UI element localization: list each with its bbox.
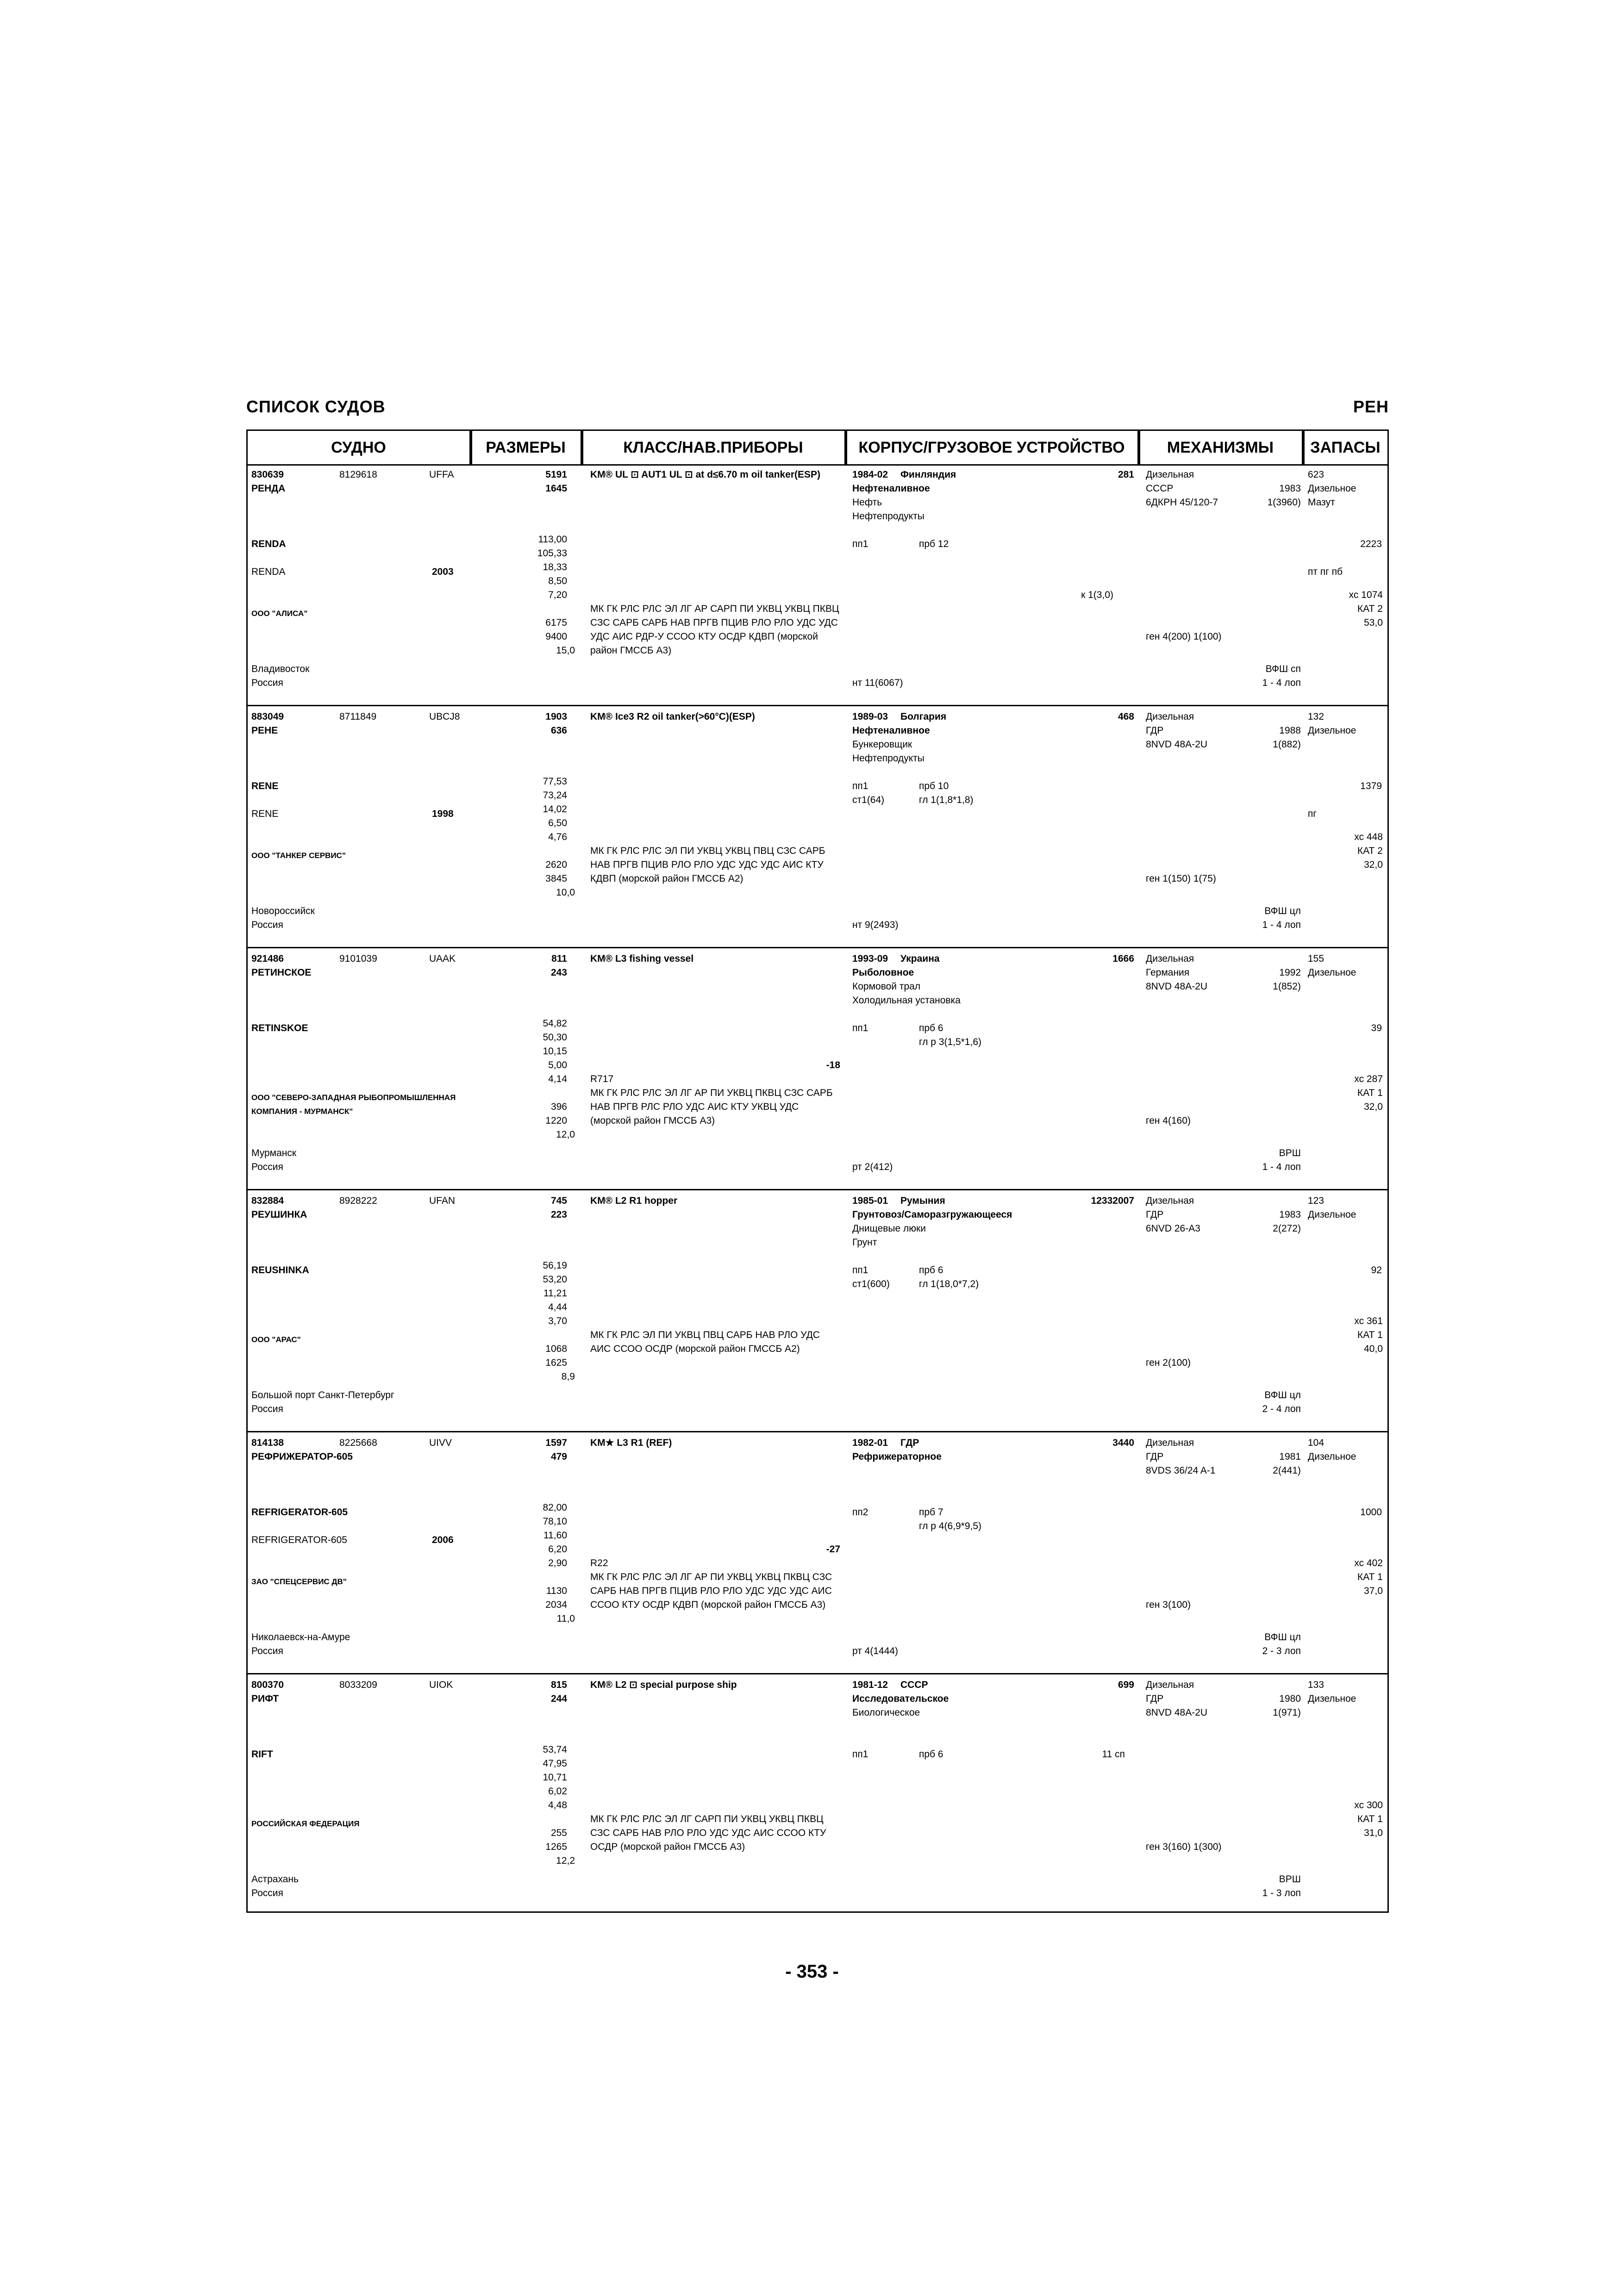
- ship-name: РЕТИНСКОЕ: [251, 967, 312, 978]
- cargo-1: Нефть: [852, 497, 882, 508]
- bulkheads: прб 7: [919, 1507, 943, 1518]
- cargo-1: Бункеровщик: [852, 739, 912, 750]
- engine-power: 2(441): [1273, 1465, 1301, 1476]
- class-notation: KM® UL ⊡ AUT1 UL ⊡ at d≤6.70 m oil tanker(ESP): [590, 469, 821, 480]
- autonomy: хс 300: [1354, 1800, 1383, 1811]
- build-country: Финляндия: [900, 469, 956, 480]
- generators: ген 4(200) 1(100): [1146, 631, 1222, 642]
- column-divider: [471, 431, 472, 464]
- draught: 3,70: [548, 1316, 567, 1326]
- class-notation: KM® L2 ⊡ special purpose ship: [590, 1680, 737, 1690]
- ship-name-latin: RETINSKOE: [251, 1023, 308, 1033]
- decks: пп1: [852, 1749, 868, 1760]
- build-country: ГДР: [900, 1437, 919, 1448]
- ship-imo: 8225668: [339, 1437, 377, 1448]
- hull-number: 468: [1118, 711, 1134, 722]
- tanks: рт 4(1444): [852, 1646, 899, 1656]
- speed: 15,0: [556, 645, 575, 656]
- net-tonnage: 243: [550, 967, 567, 978]
- hatches: гл 1(1,8*1,8): [919, 795, 974, 805]
- col-machinery: МЕХАНИЗМЫ: [1139, 431, 1303, 464]
- depth: 6,02: [548, 1786, 567, 1797]
- propeller-blades: 2 - 3 лоп: [1262, 1646, 1301, 1656]
- ship-name-latin: RIFT: [251, 1749, 273, 1760]
- engine-power: 1(971): [1273, 1707, 1301, 1718]
- fuel-capacity: 133: [1308, 1680, 1324, 1690]
- engine-model: 6NVD 26-A3: [1146, 1223, 1200, 1234]
- cargo-1: Днищевые люки: [852, 1223, 926, 1234]
- ship-flag-country: Россия: [251, 678, 283, 688]
- length-overall: 82,00: [543, 1502, 567, 1513]
- build-country: Болгария: [900, 711, 947, 722]
- engine-country: ГДР: [1146, 1209, 1164, 1220]
- cargo-2: Нефтепродукты: [852, 511, 924, 522]
- displacement: 396: [550, 1101, 567, 1112]
- range: 37,0: [1364, 1586, 1383, 1596]
- engine-type: Дизельная: [1146, 1195, 1194, 1206]
- col-supplies: ЗАПАСЫ: [1310, 439, 1380, 456]
- build-date: 1985-01: [852, 1195, 888, 1206]
- ship-flag-country: Россия: [251, 1888, 283, 1898]
- category: КАТ 2: [1357, 846, 1383, 856]
- speed: 11,0: [556, 1613, 575, 1624]
- fuel-capacity: 132: [1308, 711, 1324, 722]
- decks: пп2: [852, 1507, 868, 1518]
- engine-model: 8NVD 48A-2U: [1146, 981, 1208, 992]
- autonomy: хс 402: [1354, 1558, 1383, 1568]
- fuel-capacity: 623: [1308, 469, 1324, 480]
- ship-former-name: REFRIGERATOR-605: [251, 1535, 347, 1545]
- length-pp: 105,33: [537, 548, 567, 559]
- hatches: гл 1(18,0*7,2): [919, 1279, 979, 1289]
- category: КАТ 1: [1357, 1088, 1383, 1098]
- refrigerant: R717: [590, 1074, 614, 1084]
- cranes: к 1(3,0): [1081, 590, 1113, 600]
- nav-equipment: МК ГК РЛС ЭЛ ПИ УКВЦ ПВЦ САРБ НАВ РЛО УДС АИС ССОО ОСДР (морской район ГМССБ А2): [590, 1330, 820, 1354]
- ship-callsign: UIOK: [429, 1680, 453, 1690]
- build-date: 1982-01: [852, 1437, 888, 1448]
- ship-reg-number: 921486: [251, 953, 284, 964]
- ship-name-latin: REFRIGERATOR-605: [251, 1507, 348, 1518]
- ship-owner: ООО "ТАНКЕР СЕРВИС": [251, 851, 346, 860]
- speed: 12,2: [556, 1855, 575, 1866]
- fuel-type: Дизельное: [1308, 1693, 1356, 1704]
- speed: 8,9: [561, 1371, 575, 1382]
- propeller: ВФШ цл: [1264, 906, 1301, 916]
- ship-reg-number: 814138: [251, 1437, 284, 1448]
- ship-home-port: Астрахань: [251, 1874, 299, 1885]
- water-capacity: 1379: [1360, 781, 1382, 791]
- propeller: ВРШ: [1279, 1148, 1301, 1158]
- cargo-2: Грунт: [852, 1237, 877, 1248]
- length-overall: 56,19: [543, 1260, 567, 1271]
- range: 31,0: [1364, 1828, 1383, 1838]
- tanks: рт 2(412): [852, 1162, 893, 1172]
- holds: ст1(64): [852, 795, 885, 805]
- gross-tonnage: 815: [550, 1680, 567, 1690]
- generators: ген 3(100): [1146, 1599, 1191, 1610]
- gross-tonnage: 811: [551, 953, 567, 964]
- ship-owner: ЗАО "СПЕЦСЕРВИС ДВ": [251, 1577, 347, 1586]
- hull-number: 12332007: [1091, 1195, 1134, 1206]
- ship-home-port: Владивосток: [251, 664, 310, 674]
- ship-home-port: Большой порт Санкт-Петербург: [251, 1390, 394, 1400]
- length-pp: 73,24: [543, 790, 567, 801]
- length-pp: 50,30: [543, 1032, 567, 1043]
- depth: 8,50: [548, 576, 567, 586]
- category: КАТ 1: [1357, 1572, 1383, 1582]
- hatches: гл р 4(6,9*9,5): [919, 1521, 982, 1531]
- ship-flag-country: Россия: [251, 1404, 283, 1414]
- breadth: 14,02: [543, 804, 567, 815]
- build-country: Украина: [900, 953, 940, 964]
- water-capacity: 39: [1371, 1023, 1382, 1033]
- class-notation: KM® L2 R1 hopper: [590, 1195, 678, 1206]
- ship-reg-number: 830639: [251, 469, 284, 480]
- displacement: 1130: [546, 1586, 567, 1596]
- ship-record: [248, 948, 1387, 1190]
- build-date: 1981-12: [852, 1680, 888, 1690]
- build-country: СССР: [900, 1680, 928, 1690]
- ship-callsign: UFAN: [429, 1195, 456, 1206]
- decks: пп1: [852, 1265, 868, 1276]
- fuel-type: Дизельное: [1308, 1209, 1356, 1220]
- column-header-row: [248, 431, 1387, 466]
- ship-former-name: RENE: [251, 809, 279, 819]
- ship-type: Нефтеналивное: [852, 483, 930, 494]
- propeller-blades: 1 - 4 лоп: [1262, 678, 1301, 688]
- gross-tonnage: 745: [550, 1195, 567, 1206]
- breadth: 11,21: [543, 1288, 567, 1299]
- net-tonnage: 636: [550, 725, 567, 736]
- displacement: 2620: [545, 859, 567, 870]
- ship-home-port: Николаевск-на-Амуре: [251, 1632, 350, 1643]
- propeller-blades: 1 - 4 лоп: [1262, 920, 1301, 930]
- ship-name: РЕФРИЖЕРАТОР-605: [251, 1451, 353, 1462]
- ship-imo: 8129618: [339, 469, 377, 480]
- net-tonnage: 479: [550, 1451, 567, 1462]
- engine-model: 8NVD 48A-2U: [1146, 739, 1208, 750]
- autonomy: хс 361: [1354, 1316, 1383, 1326]
- ship-callsign: UAAK: [429, 953, 456, 964]
- propeller: ВФШ цл: [1264, 1390, 1301, 1400]
- ship-record: [248, 1674, 1387, 1916]
- generators: ген 2(100): [1146, 1357, 1191, 1368]
- ship-name-latin: RENE: [251, 781, 279, 791]
- ship-table: [246, 429, 1389, 1913]
- depth: 5,00: [548, 1060, 567, 1070]
- ship-type: Рефрижераторное: [852, 1451, 942, 1462]
- engine-country: СССР: [1146, 483, 1174, 494]
- breadth: 18,33: [543, 562, 567, 572]
- ship-owner: ООО "АЛИСА": [251, 609, 308, 618]
- ship-callsign: UBCJ8: [429, 711, 460, 722]
- cargo-2: Холодильная установка: [852, 995, 961, 1006]
- engine-year: 1980: [1279, 1693, 1301, 1704]
- page-title: СПИСОК СУДОВ: [246, 397, 386, 416]
- tanks: нт 9(2493): [852, 920, 899, 930]
- propeller-blades: 2 - 4 лоп: [1262, 1404, 1301, 1414]
- autonomy: хс 448: [1354, 832, 1383, 842]
- hull-number: 3440: [1112, 1437, 1134, 1448]
- bulkheads: прб 6: [919, 1265, 943, 1276]
- ship-modernization-year: 2006: [432, 1535, 454, 1545]
- ship-name: РИФТ: [251, 1693, 279, 1704]
- col-dimensions: РАЗМЕРЫ: [471, 431, 582, 464]
- build-date: 1984-02: [852, 469, 888, 480]
- speed: 12,0: [556, 1129, 575, 1140]
- gross-tonnage: 1597: [545, 1437, 567, 1448]
- ship-owner: ООО "АРАС": [251, 1335, 301, 1344]
- engine-year: 1988: [1279, 725, 1301, 736]
- engine-type: Дизельная: [1146, 711, 1194, 722]
- build-date: 1989-03: [852, 711, 888, 722]
- length-overall: 54,82: [543, 1018, 567, 1029]
- range: 32,0: [1364, 859, 1383, 870]
- breadth: 10,71: [543, 1772, 567, 1783]
- fuel-type: Дизельное: [1308, 483, 1356, 494]
- deadweight: 1625: [545, 1357, 567, 1368]
- engine-power: 1(3960): [1267, 497, 1301, 508]
- hull-number: 1666: [1112, 953, 1134, 964]
- gross-tonnage: 1903: [545, 711, 567, 722]
- draught: 2,90: [548, 1558, 567, 1568]
- decks: пп1: [852, 539, 868, 549]
- ship-name-latin: RENDA: [251, 539, 286, 549]
- cargo-1: Биологическое: [852, 1707, 920, 1718]
- ship-name: РЕНЕ: [251, 725, 278, 736]
- engine-power: 1(882): [1273, 739, 1301, 750]
- deadweight: 1220: [545, 1115, 567, 1126]
- fuel-capacity: 104: [1308, 1437, 1324, 1448]
- category: КАТ 1: [1357, 1330, 1383, 1340]
- engine-country: ГДР: [1146, 1451, 1164, 1462]
- engine-type: Дизельная: [1146, 469, 1194, 480]
- ship-imo: 8033209: [339, 1680, 377, 1690]
- generators: ген 3(160) 1(300): [1146, 1842, 1222, 1852]
- water-capacity: 92: [1371, 1265, 1382, 1276]
- generators: ген 1(150) 1(75): [1146, 873, 1216, 884]
- class-notation: KM® Ice3 R2 oil tanker(>60°C)(ESP): [590, 711, 755, 722]
- column-divider: [846, 431, 847, 464]
- cargo-2: Нефтепродукты: [852, 753, 924, 764]
- col-ship: СУДНО: [248, 431, 471, 464]
- page-range: РЕН: [1353, 397, 1389, 416]
- breadth: 11,60: [543, 1530, 567, 1541]
- engine-year: 1981: [1279, 1451, 1301, 1462]
- hold-temperature: -27: [826, 1544, 840, 1555]
- engine-year: 1983: [1279, 1209, 1301, 1220]
- bulkheads: прб 6: [919, 1023, 943, 1033]
- build-date: 1993-09: [852, 953, 888, 964]
- engine-type: Дизельная: [1146, 1680, 1194, 1690]
- net-tonnage: 244: [550, 1693, 567, 1704]
- ship-record: [248, 1190, 1387, 1432]
- deadweight: 1265: [545, 1842, 567, 1852]
- ship-name-latin: REUSHINKA: [251, 1265, 309, 1276]
- water-type: пг: [1308, 809, 1317, 819]
- ship-reg-number: 800370: [251, 1680, 284, 1690]
- decks: пп1: [852, 781, 868, 791]
- engine-year: 1992: [1279, 967, 1301, 978]
- length-overall: 77,53: [543, 776, 567, 787]
- length-overall: 113,00: [538, 534, 567, 545]
- column-divider: [582, 431, 583, 464]
- range: 40,0: [1364, 1344, 1383, 1354]
- engine-model: 8VDS 36/24 A-1: [1146, 1465, 1216, 1476]
- nav-equipment: МК ГК РЛС РЛС ЭЛ ЛГ АР ПИ УКВЦ УКВЦ ПКВЦ СЗС САРБ НАВ ПРГВ ПЦИВ РЛО РЛО УДС УДС УДС АИС ССОО КТУ ОСДР КДВП (морской район ГМССБ А3): [590, 1572, 832, 1610]
- ship-reg-number: 832884: [251, 1195, 284, 1206]
- ship-type: Нефтеналивное: [852, 725, 930, 736]
- tanks: нт 11(6067): [852, 678, 903, 688]
- holds: ст1(600): [852, 1279, 890, 1289]
- ship-callsign: UFFA: [429, 469, 454, 480]
- depth: 6,20: [548, 1544, 567, 1555]
- engine-type: Дизельная: [1146, 1437, 1194, 1448]
- engine-country: Германия: [1146, 967, 1190, 978]
- length-pp: 47,95: [543, 1758, 567, 1769]
- net-tonnage: 1645: [545, 483, 567, 494]
- engine-type: Дизельная: [1146, 953, 1194, 964]
- ship-modernization-year: 2003: [432, 566, 454, 577]
- ship-reg-number: 883049: [251, 711, 284, 722]
- engine-power: 1(852): [1273, 981, 1301, 992]
- displacement: 6175: [545, 617, 567, 628]
- autonomy: хс 287: [1354, 1074, 1383, 1084]
- page-number: - 353 -: [785, 1961, 839, 1982]
- engine-country: ГДР: [1146, 1693, 1164, 1704]
- ship-callsign: UIVV: [429, 1437, 452, 1448]
- deadweight: 3845: [545, 873, 567, 884]
- draught: 7,20: [548, 590, 567, 600]
- ship-name: РЕУШИНКА: [251, 1209, 307, 1220]
- deadweight: 2034: [545, 1599, 567, 1610]
- ship-name: РЕНДА: [251, 483, 286, 494]
- ship-record: [248, 706, 1387, 948]
- category: КАТ 1: [1357, 1814, 1383, 1824]
- water-capacity: 1000: [1360, 1507, 1382, 1518]
- water-type: пт пг пб: [1308, 566, 1343, 577]
- autonomy: хс 1074: [1349, 590, 1383, 600]
- ship-imo: 8711849: [339, 711, 377, 722]
- hull-number: 699: [1118, 1680, 1134, 1690]
- draught: 4,48: [548, 1800, 567, 1811]
- decks: пп1: [852, 1023, 868, 1033]
- crew-places: 11 сп: [1102, 1749, 1125, 1760]
- ship-record: [248, 1432, 1387, 1674]
- engine-year: 1983: [1279, 483, 1301, 494]
- engine-country: ГДР: [1146, 725, 1164, 736]
- ship-modernization-year: 1998: [432, 809, 454, 819]
- range: 32,0: [1364, 1101, 1383, 1112]
- speed: 10,0: [556, 887, 575, 898]
- propeller-blades: 1 - 3 лоп: [1262, 1888, 1301, 1898]
- cargo-1: Кормовой трал: [852, 981, 921, 992]
- ship-former-name: RENDA: [251, 566, 286, 577]
- column-divider: [1139, 431, 1140, 464]
- ship-home-port: Мурманск: [251, 1148, 297, 1158]
- deadweight: 9400: [545, 631, 567, 642]
- fuel-capacity: 155: [1308, 953, 1324, 964]
- fuel-type-2: Мазут: [1308, 497, 1335, 508]
- fuel-capacity: 123: [1308, 1195, 1324, 1206]
- bulkheads: прб 10: [919, 781, 949, 791]
- length-overall: 53,74: [543, 1744, 567, 1755]
- bulkheads: прб 6: [919, 1749, 943, 1760]
- refrigerant: R22: [590, 1558, 608, 1568]
- length-pp: 78,10: [543, 1516, 567, 1527]
- col-class: КЛАСС/НАВ.ПРИБОРЫ: [582, 431, 846, 464]
- class-notation: KM® L3 fishing vessel: [590, 953, 694, 964]
- displacement: 255: [550, 1828, 567, 1838]
- build-country: Румыния: [900, 1195, 945, 1206]
- engine-model: 8NVD 48A-2U: [1146, 1707, 1208, 1718]
- hatches: гл р 3(1,5*1,6): [919, 1037, 982, 1047]
- depth: 4,44: [548, 1302, 567, 1313]
- ship-record: [248, 464, 1387, 706]
- engine-model: 6ДКРН 45/120-7: [1146, 497, 1218, 508]
- hold-temperature: -18: [826, 1060, 840, 1070]
- hull-number: 281: [1118, 469, 1134, 480]
- category: КАТ 2: [1357, 604, 1383, 614]
- column-divider: [1303, 431, 1305, 464]
- ship-type: Исследовательское: [852, 1693, 949, 1704]
- ship-flag-country: Россия: [251, 920, 283, 930]
- ship-home-port: Новороссийск: [251, 906, 315, 916]
- water-capacity: 2223: [1360, 539, 1382, 549]
- nav-equipment: МК ГК РЛС РЛС ЭЛ ПИ УКВЦ УКВЦ ПВЦ СЗС САРБ НАВ ПРГВ ПЦИВ РЛО РЛО УДС УДС УДС АИС КТУ КДВП (морской район ГМССБ А2): [590, 846, 825, 884]
- ship-imo: 8928222: [339, 1195, 377, 1206]
- range: 53,0: [1364, 617, 1383, 628]
- fuel-type: Дизельное: [1308, 1451, 1356, 1462]
- breadth: 10,15: [543, 1046, 567, 1057]
- propeller: ВФШ сп: [1265, 664, 1301, 674]
- ship-type: Грунтовоз/Саморазгружающееся: [852, 1209, 1012, 1220]
- nav-equipment: МК ГК РЛС РЛС ЭЛ ЛГ АР ПИ УКВЦ ПКВЦ СЗС САРБ НАВ ПРГВ РЛС РЛО УДС АИС КТУ УКВЦ УДС (морской район ГМССБ А3): [590, 1088, 833, 1126]
- ship-flag-country: Россия: [251, 1646, 283, 1656]
- gross-tonnage: 5191: [545, 469, 567, 480]
- generators: ген 4(160): [1146, 1115, 1191, 1126]
- draught: 4,76: [548, 832, 567, 842]
- class-notation: KM★ L3 R1 (REF): [590, 1437, 672, 1448]
- bulkheads: прб 12: [919, 539, 949, 549]
- propeller: ВФШ цл: [1264, 1632, 1301, 1643]
- propeller-blades: 1 - 4 лоп: [1262, 1162, 1301, 1172]
- fuel-type: Дизельное: [1308, 967, 1356, 978]
- col-hull: КОРПУС/ГРУЗОВОЕ УСТРОЙСТВО: [846, 431, 1139, 464]
- net-tonnage: 223: [550, 1209, 567, 1220]
- fuel-type: Дизельное: [1308, 725, 1356, 736]
- ship-type: Рыболовное: [852, 967, 914, 978]
- engine-power: 2(272): [1273, 1223, 1301, 1234]
- nav-equipment: МК ГК РЛС РЛС ЭЛ ЛГ АР САРП ПИ УКВЦ УКВЦ ПКВЦ СЗС САРБ САРБ НАВ ПРГВ ПЦИВ РЛО РЛО УДС УДС УДС АИС РДР-У ССОО КТУ ОСДР КДВП (морской район ГМССБ А3): [590, 604, 839, 656]
- length-pp: 53,20: [543, 1274, 567, 1285]
- ship-flag-country: Россия: [251, 1162, 283, 1172]
- draught: 4,14: [548, 1074, 567, 1084]
- ship-owner: ООО "СЕВЕРО-ЗАПАДНАЯ РЫБОПРОМЫШЛЕННАЯ КОМПАНИЯ - МУРМАНСК": [251, 1093, 456, 1116]
- ship-owner: РОССИЙСКАЯ ФЕДЕРАЦИЯ: [251, 1819, 360, 1828]
- ship-imo: 9101039: [339, 953, 377, 964]
- depth: 6,50: [548, 818, 567, 828]
- propeller: ВРШ: [1279, 1874, 1301, 1885]
- nav-equipment: МК ГК РЛС РЛС ЭЛ ЛГ САРП ПИ УКВЦ УКВЦ ПКВЦ СЗС САРБ НАВ РЛО РЛО УДС УДС АИС ССОО КТУ ОСДР (морской район ГМССБ А3): [590, 1814, 826, 1852]
- displacement: 1068: [545, 1344, 567, 1354]
